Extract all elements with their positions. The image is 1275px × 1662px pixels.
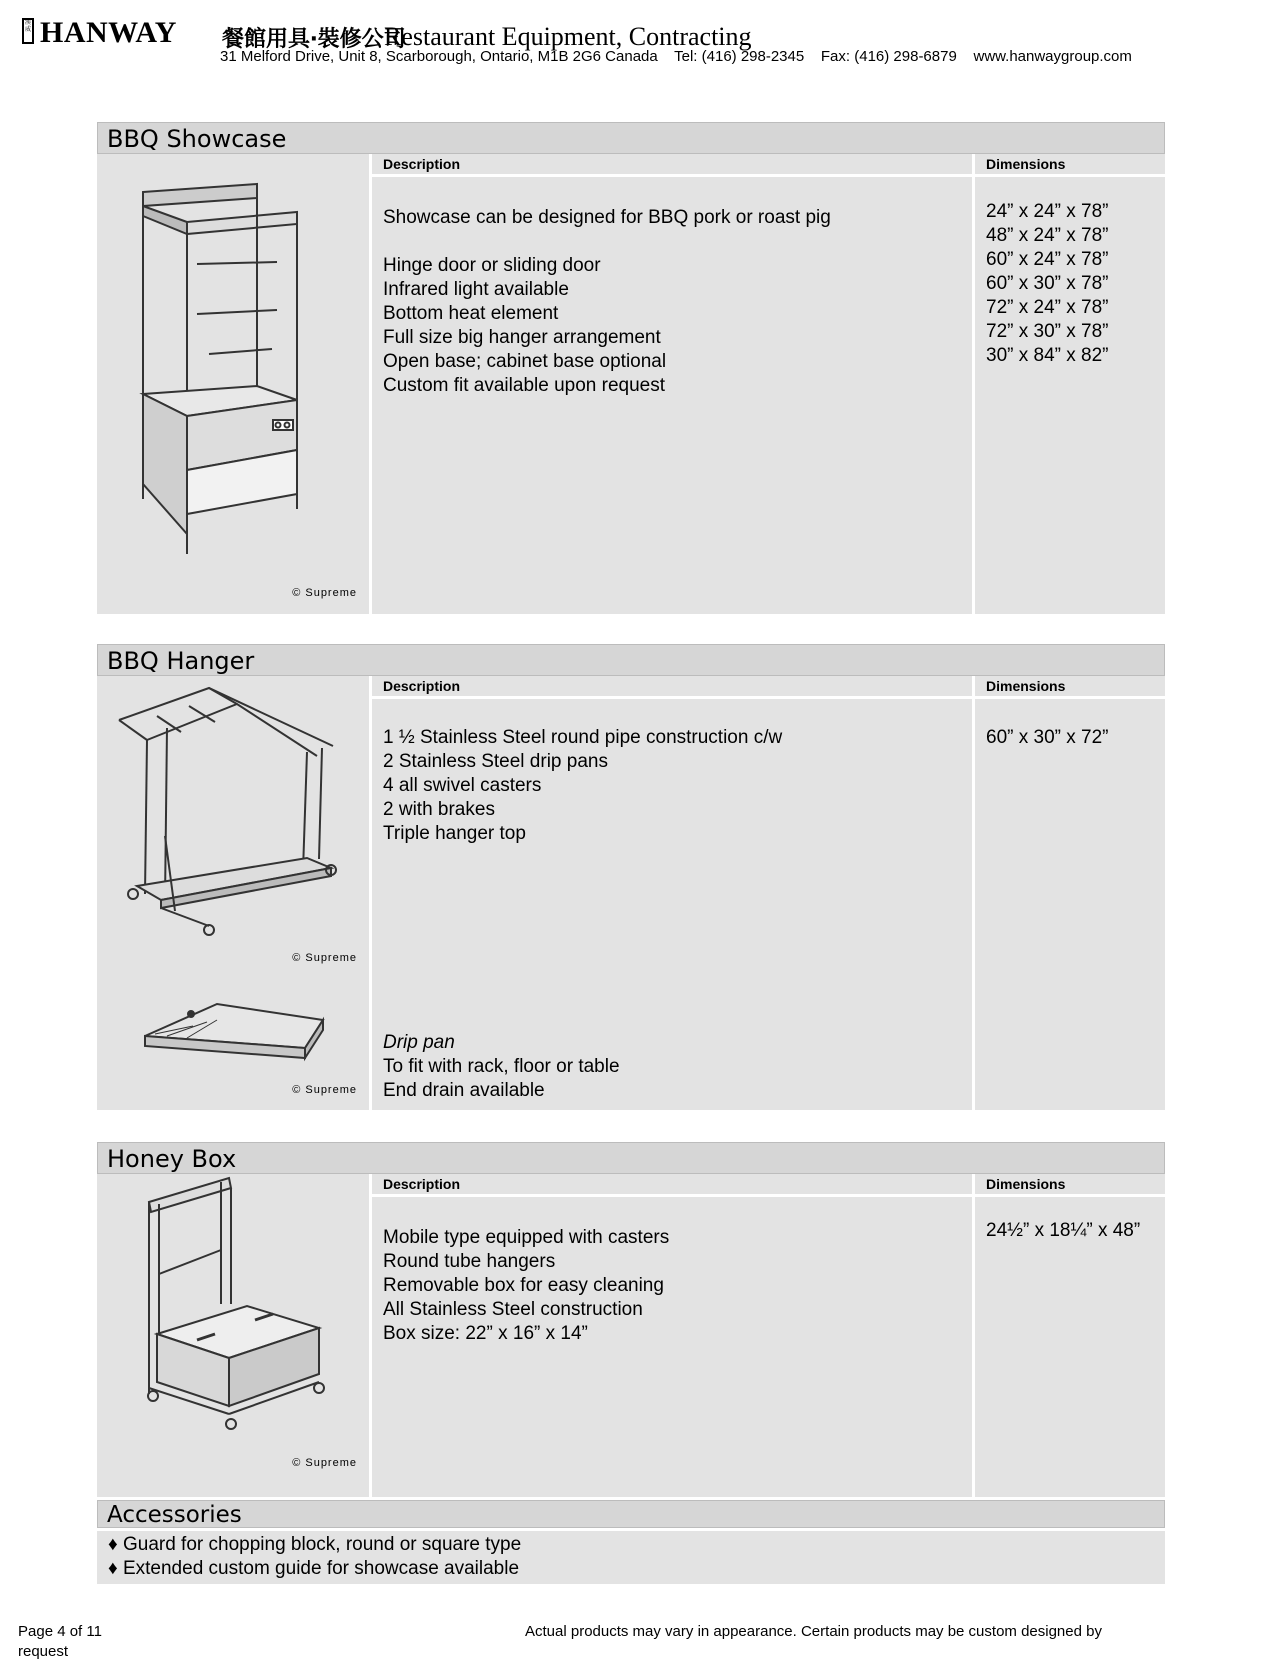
honey-box-illustration (97, 1174, 369, 1454)
page-label-continued: request (18, 1643, 69, 1660)
description-column (372, 1174, 972, 1497)
dimensions-list (975, 177, 1165, 368)
page-number (18, 1622, 102, 1662)
desc-line: Round tube hangers (383, 1251, 556, 1272)
dimensions-list (975, 699, 1165, 750)
section-title: BBQ Hanger (97, 644, 1165, 676)
description-column (372, 676, 972, 1110)
dimensions-column (975, 1174, 1165, 1497)
desc-line: Removable box for easy cleaning (383, 1275, 664, 1296)
product-image-cell (97, 1174, 369, 1497)
brand-name: HANWAY (40, 16, 177, 49)
desc-line: Mobile type equipped with casters (383, 1227, 670, 1248)
desc-line: Custom fit available upon request (383, 375, 665, 396)
image-copyright: © Supreme (292, 952, 357, 964)
desc-line: All Stainless Steel construction (383, 1299, 643, 1320)
website-link[interactable]: www.hanwaygroup.com (973, 48, 1132, 65)
logo-mark: 漢威 (22, 18, 34, 44)
dimension-item: 48” x 24” x 78” (986, 225, 1109, 246)
dimension-item: 72” x 30” x 78” (986, 321, 1109, 342)
dimension-item: 72” x 24” x 78” (986, 297, 1109, 318)
description-header: Description (372, 154, 972, 177)
desc-line: Hinge door or sliding door (383, 255, 601, 276)
list-item: ♦ Guard for chopping block, round or square type (108, 1534, 522, 1555)
dimensions-header: Dimensions (975, 1174, 1165, 1197)
description-header: Description (372, 676, 972, 699)
address: 31 Melford Drive, Unit 8, Scarborough, Ontario, M1B 2G6 Canada (220, 48, 658, 65)
product-image-cell (97, 154, 369, 614)
dimensions-column (975, 676, 1165, 1110)
dimensions-list (975, 1197, 1165, 1243)
list-item: ♦ Extended custom guide for showcase available (108, 1558, 520, 1579)
desc-line: End drain available (383, 1080, 545, 1101)
section-honey-box (97, 1142, 1165, 1497)
section-title: Honey Box (97, 1142, 1165, 1174)
desc-line: Open base; cabinet base optional (383, 351, 667, 372)
footer-disclaimer: Actual products may vary in appearance. Certain products may be custom designed by (525, 1623, 1102, 1640)
desc-line: Bottom heat element (383, 303, 559, 324)
section-bbq-hanger (97, 644, 1165, 1110)
dimension-item: 24½” x 18¼” x 48” (986, 1220, 1141, 1241)
fax: Fax: (416) 298-6879 (820, 48, 957, 65)
brand-tagline: Restaurant Equipment, Contracting (384, 22, 752, 51)
section-accessories (97, 1500, 1165, 1584)
image-copyright: © Supreme (292, 1084, 357, 1096)
dimensions-header: Dimensions (975, 154, 1165, 177)
telephone: Tel: (416) 298-2345 (674, 48, 805, 65)
image-copyright: © Supreme (292, 1457, 357, 1469)
dimensions-header: Dimensions (975, 676, 1165, 699)
contact-line (220, 48, 1132, 65)
drip-pan-text (372, 1031, 620, 1103)
bbq-showcase-illustration (97, 154, 369, 614)
dimension-item: 60” x 30” x 72” (986, 727, 1109, 748)
desc-line: Infrared light available (383, 279, 569, 300)
dimension-item: 24” x 24” x 78” (986, 201, 1109, 222)
drip-pan-title: Drip pan (383, 1032, 455, 1053)
desc-line: Showcase can be designed for BBQ pork or roast pig (383, 207, 831, 228)
drip-pan-illustration (97, 998, 369, 1078)
section-title: Accessories (97, 1500, 1165, 1528)
section-title: BBQ Showcase (97, 122, 1165, 154)
description-text (372, 699, 972, 846)
page-header (22, 12, 1222, 67)
desc-line: 2 with brakes (383, 799, 495, 820)
dimension-item: 30” x 84” x 82” (986, 345, 1109, 366)
dimensions-column (975, 154, 1165, 614)
product-image-cell (97, 676, 369, 1110)
description-text (372, 177, 972, 398)
accessories-list (97, 1531, 1165, 1584)
image-copyright: © Supreme (292, 587, 357, 599)
desc-line: To fit with rack, floor or table (383, 1056, 620, 1077)
desc-line: Box size: 22” x 16” x 14” (383, 1323, 588, 1344)
description-text (372, 1197, 972, 1346)
desc-line (383, 230, 972, 254)
description-header: Description (372, 1174, 972, 1197)
page-label: Page 4 of 11 (18, 1623, 102, 1640)
section-bbq-showcase (97, 122, 1165, 614)
desc-line: Full size big hanger arrangement (383, 327, 661, 348)
dimension-item: 60” x 24” x 78” (986, 249, 1109, 270)
brand-chinese-name: 餐館用具‧裝修公司 (222, 27, 406, 52)
description-column (372, 154, 972, 614)
desc-line: 2 Stainless Steel drip pans (383, 751, 608, 772)
desc-line: 1 ½ Stainless Steel round pipe construction c/w (383, 727, 783, 748)
dimension-item: 60” x 30” x 78” (986, 273, 1109, 294)
desc-line: 4 all swivel casters (383, 775, 542, 796)
bbq-hanger-illustration (97, 676, 369, 956)
desc-line: Triple hanger top (383, 823, 526, 844)
